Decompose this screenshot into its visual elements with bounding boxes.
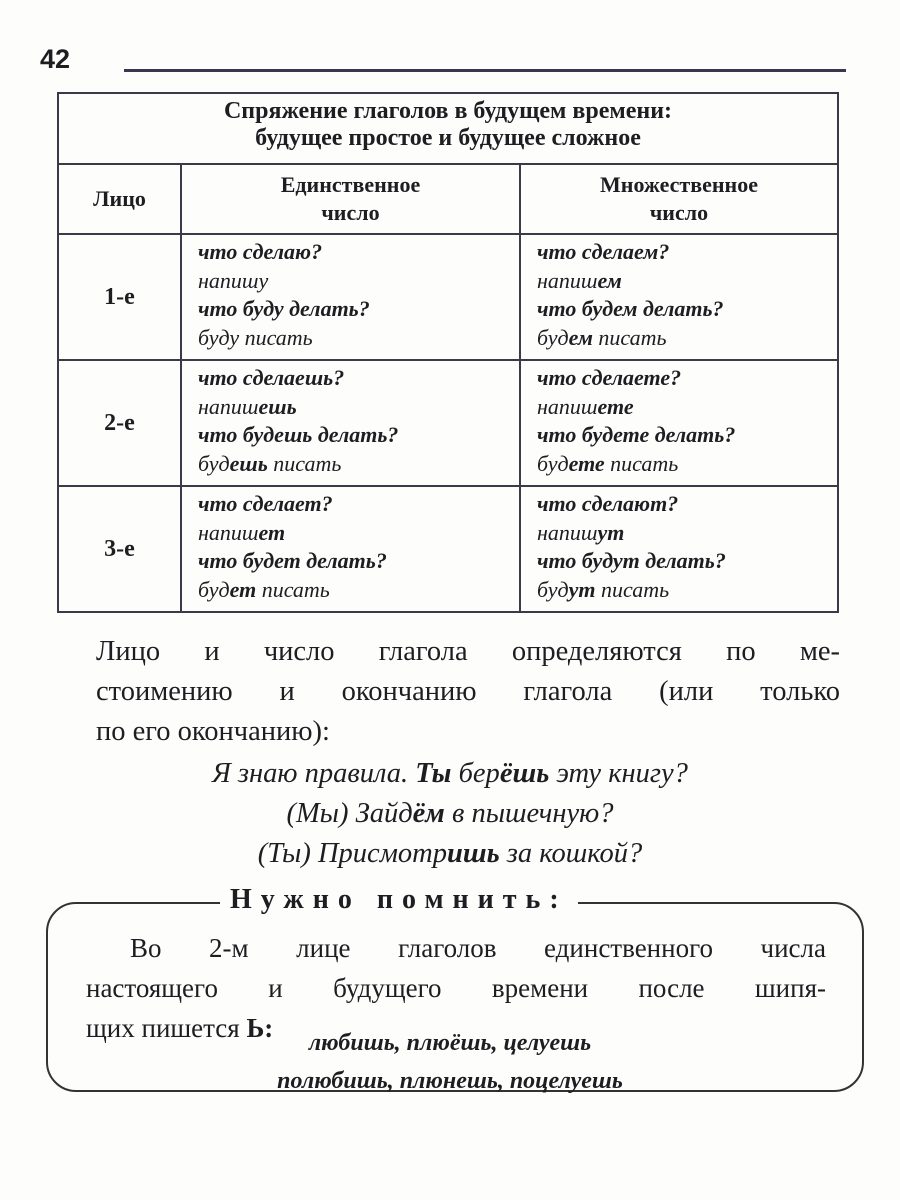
singular-cell xyxy=(181,360,520,486)
table-row xyxy=(58,486,838,612)
stem: буд xyxy=(198,576,230,602)
infinitive: писать xyxy=(256,576,330,602)
question: что будем делать? xyxy=(537,296,724,321)
person-cell: 1-е xyxy=(58,234,181,360)
question: что сделаю? xyxy=(198,239,323,264)
question: что сделаешь? xyxy=(198,365,345,390)
verb-form xyxy=(198,267,519,296)
ending: ет xyxy=(229,576,257,602)
paragraph-line: по его окончанию): xyxy=(96,716,330,747)
header-text: число xyxy=(321,200,380,225)
infinitive: писать xyxy=(595,576,670,602)
paragraph-line: Лицо и число глагола определяются по ме- xyxy=(96,636,840,667)
verb-form xyxy=(198,576,519,605)
note-examples-1: любишь, плюёшь, целуешь xyxy=(308,1030,592,1056)
stem: напиш xyxy=(198,393,259,419)
paragraph-line: стоимению и окончанию глагола (или только xyxy=(96,676,840,707)
person-cell: 2-е xyxy=(58,360,181,486)
example-text: эту книгу? xyxy=(549,758,688,789)
verb-form xyxy=(198,393,519,422)
stem: буд xyxy=(198,450,230,476)
example-text: Я знаю правила. xyxy=(212,758,416,789)
verb-form xyxy=(537,576,837,605)
note-examples-2: полюбишь, плюнешь, поцелуешь xyxy=(277,1068,623,1094)
verb-form xyxy=(198,519,519,548)
stem: напиш xyxy=(537,267,598,293)
stem: буд xyxy=(537,450,569,476)
verb-form xyxy=(537,450,837,479)
note-text-part: щих пишется xyxy=(86,1013,247,1043)
ending: ешь xyxy=(229,450,268,476)
question: что сделает? xyxy=(198,491,333,516)
note-line: настоящего и будущего времени после шипя- xyxy=(86,973,826,1003)
verb-form xyxy=(198,450,519,479)
ending: ут xyxy=(597,519,625,545)
example-text: (Мы) Зайд xyxy=(286,798,413,829)
ending: ут xyxy=(568,576,596,602)
ending: ет xyxy=(258,519,286,545)
stem: напишу xyxy=(198,267,269,293)
table-title-line: Спряжение глаголов в будущем времени: xyxy=(223,98,673,124)
infinitive: писать xyxy=(592,324,667,350)
example-1 xyxy=(0,758,900,790)
example-bold: ишь xyxy=(446,838,500,869)
plural-cell xyxy=(520,360,838,486)
question: что будут делать? xyxy=(537,548,726,573)
stem: напиш xyxy=(198,519,259,545)
page-number: 42 xyxy=(40,44,71,74)
singular-cell xyxy=(181,486,520,612)
example-text: бер xyxy=(451,758,500,789)
ending: ем xyxy=(597,267,622,293)
verb-form xyxy=(537,267,837,296)
stem: напиш xyxy=(537,393,598,419)
question: что буду делать? xyxy=(198,296,370,321)
infinitive: писать xyxy=(267,450,342,476)
table-title xyxy=(58,93,838,164)
question: что сделают? xyxy=(537,491,679,516)
infinitive: писать xyxy=(604,450,679,476)
header-text: Единственное xyxy=(280,172,421,197)
header-plural xyxy=(520,164,838,234)
header-singular xyxy=(181,164,520,234)
header-person: Лицо xyxy=(58,164,181,234)
verb-form xyxy=(537,393,837,422)
verb-form xyxy=(537,324,837,353)
stem: буд xyxy=(537,324,569,350)
question: что будет делать? xyxy=(198,548,387,573)
question: что будешь делать? xyxy=(198,422,399,447)
example-text: за кошкой? xyxy=(499,838,643,869)
ending: ем xyxy=(568,324,593,350)
example-2 xyxy=(0,798,900,830)
note-heading: Нужно помнить: xyxy=(220,884,578,916)
soft-sign: Ь: xyxy=(246,1013,274,1043)
note-line: Во 2-м лице глаголов единственного числа xyxy=(130,933,826,963)
plural-cell xyxy=(520,486,838,612)
table-title-line: будущее простое и будущее сложное xyxy=(255,125,641,151)
example-bold: Ты xyxy=(415,758,452,789)
table-row xyxy=(58,234,838,360)
header-text: число xyxy=(649,200,709,225)
stem: напиш xyxy=(537,519,598,545)
ending: ете xyxy=(597,393,634,419)
ending: ешь xyxy=(258,393,297,419)
example-bold: ём xyxy=(412,798,445,829)
conjugation-table xyxy=(57,92,839,613)
stem: буд xyxy=(537,576,569,602)
question: что сделаете? xyxy=(537,365,682,390)
infinitive: писать xyxy=(239,324,313,350)
question: что сделаем? xyxy=(537,239,670,264)
verb-form xyxy=(537,519,837,548)
rule-paragraph xyxy=(96,632,840,752)
ending: ете xyxy=(568,450,605,476)
example-text: (Ты) Присмотр xyxy=(257,838,447,869)
stem: буду xyxy=(198,324,240,350)
table-row xyxy=(58,360,838,486)
question: что будете делать? xyxy=(537,422,736,447)
plural-cell xyxy=(520,234,838,360)
verb-form xyxy=(198,324,519,353)
example-text: в пышечную? xyxy=(444,798,614,829)
header-rule xyxy=(124,69,846,72)
singular-cell xyxy=(181,234,520,360)
person-cell: 3-е xyxy=(58,486,181,612)
header-text: Множественное xyxy=(600,172,758,197)
example-bold: ёшь xyxy=(499,758,550,789)
example-3 xyxy=(0,838,900,870)
